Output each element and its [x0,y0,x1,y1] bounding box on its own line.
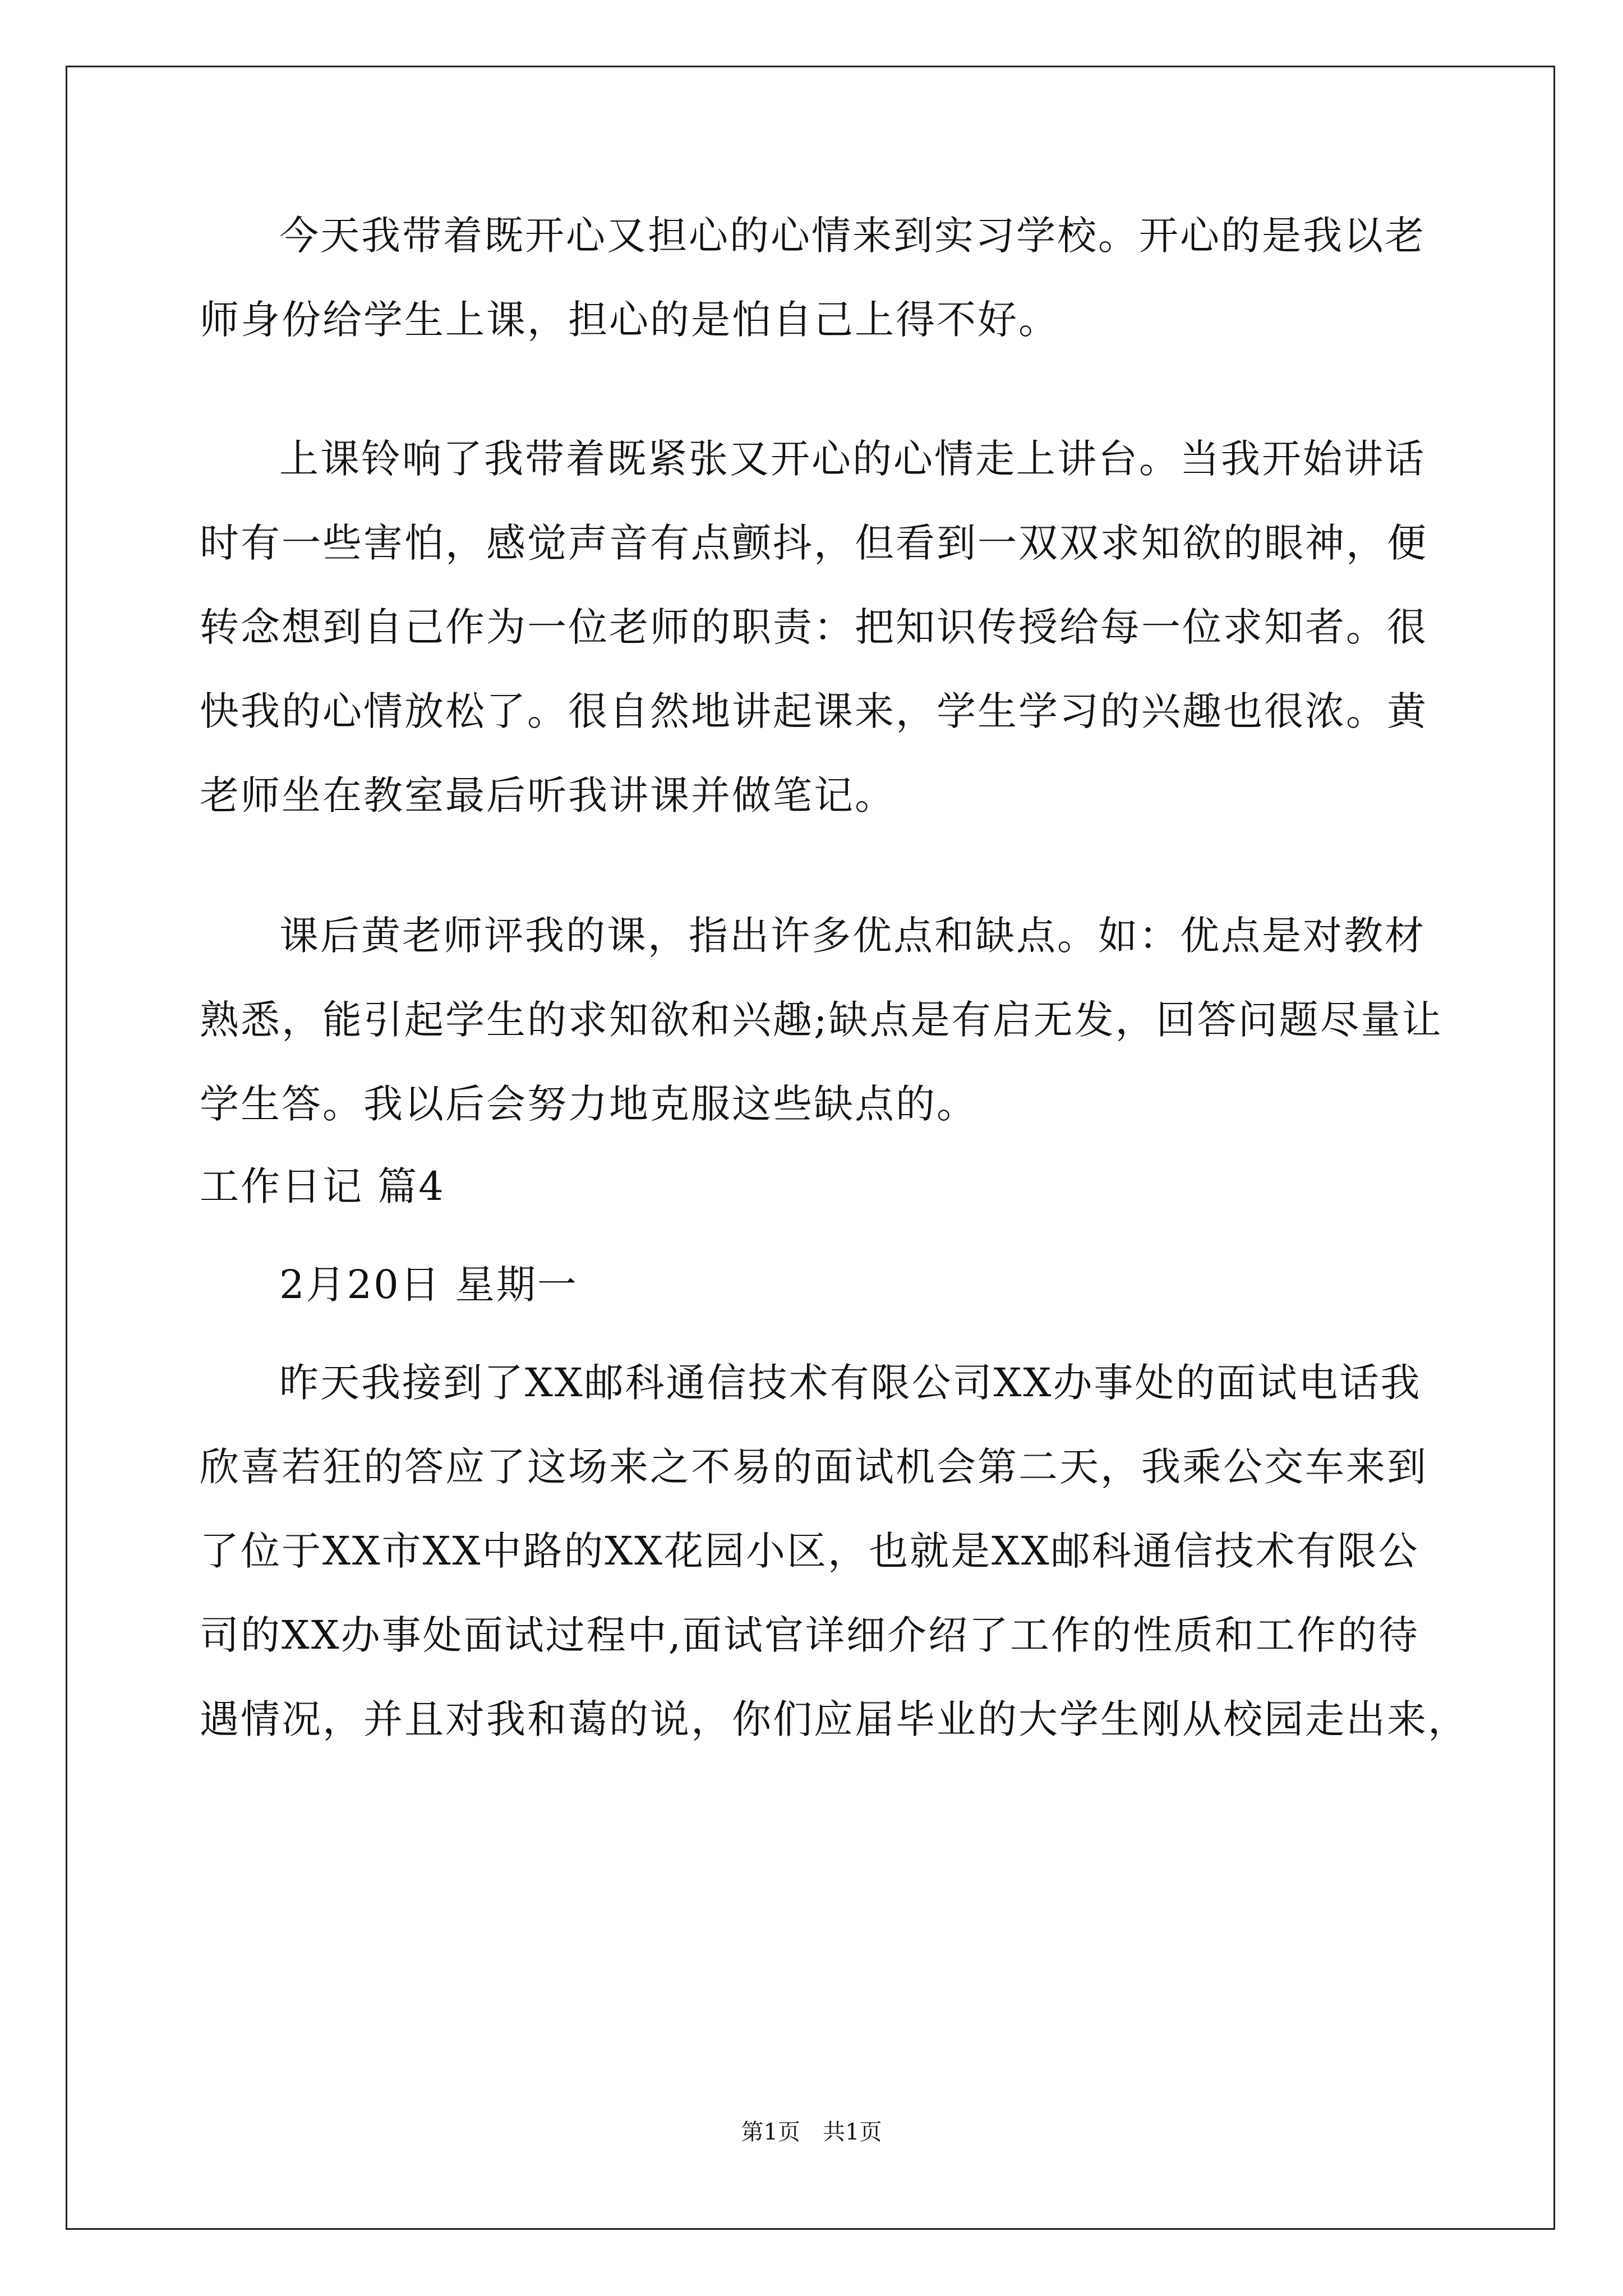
paragraph-2-line-4: 快我的心情放松了。很自然地讲起课来，学生学习的兴趣也很浓。黄 [200,688,1428,734]
paragraph-4-line-2: 欣喜若狂的答应了这场来之不易的面试机会第二天，我乘公交车来到 [200,1444,1428,1490]
date-line: 2月20日 星期一 [279,1262,578,1308]
paragraph-1-line-1: 今天我带着既开心又担心的心情来到实习学校。开心的是我以老 [279,213,1426,259]
paragraph-2-line-3: 转念想到自己作为一位老师的职责：把知识传授给每一位求知者。很 [200,604,1428,650]
paragraph-4-line-1: 昨天我接到了XX邮科通信技术有限公司XX办事处的面试电话我 [279,1360,1422,1406]
paragraph-2-line-1: 上课铃响了我带着既紧张又开心的心情走上讲台。当我开始讲话 [279,436,1426,482]
paragraph-2-line-5: 老师坐在教室最后听我讲课并做笔记。 [200,772,896,818]
paragraph-1-line-2: 师身份给学生上课，担心的是怕自己上得不好。 [200,297,1059,343]
paragraph-4-line-5: 遇情况，并且对我和蔼的说，你们应届毕业的大学生刚从校园走出来， [200,1696,1469,1742]
page-footer: 第1页 共1页 [741,2119,882,2145]
paragraph-4-line-3: 了位于XX市XX中路的XX花园小区，也就是XX邮科通信技术有限公 [200,1528,1419,1574]
paragraph-3-line-3: 学生答。我以后会努力地克服这些缺点的。 [200,1081,978,1127]
section-heading: 工作日记 篇4 [200,1163,445,1209]
paragraph-3-line-1: 课后黄老师评我的课，指出许多优点和缺点。如：优点是对教材 [279,913,1426,959]
paragraph-3-line-2: 熟悉，能引起学生的求知欲和兴趣;缺点是有启无发，回答问题尽量让 [200,997,1443,1043]
page-border [66,66,1555,2230]
paragraph-4-line-4: 司的XX办事处面试过程中,面试官详细介绍了工作的性质和工作的待 [200,1612,1419,1658]
paragraph-2-line-2: 时有一些害怕，感觉声音有点颤抖，但看到一双双求知欲的眼神，便 [200,520,1428,566]
